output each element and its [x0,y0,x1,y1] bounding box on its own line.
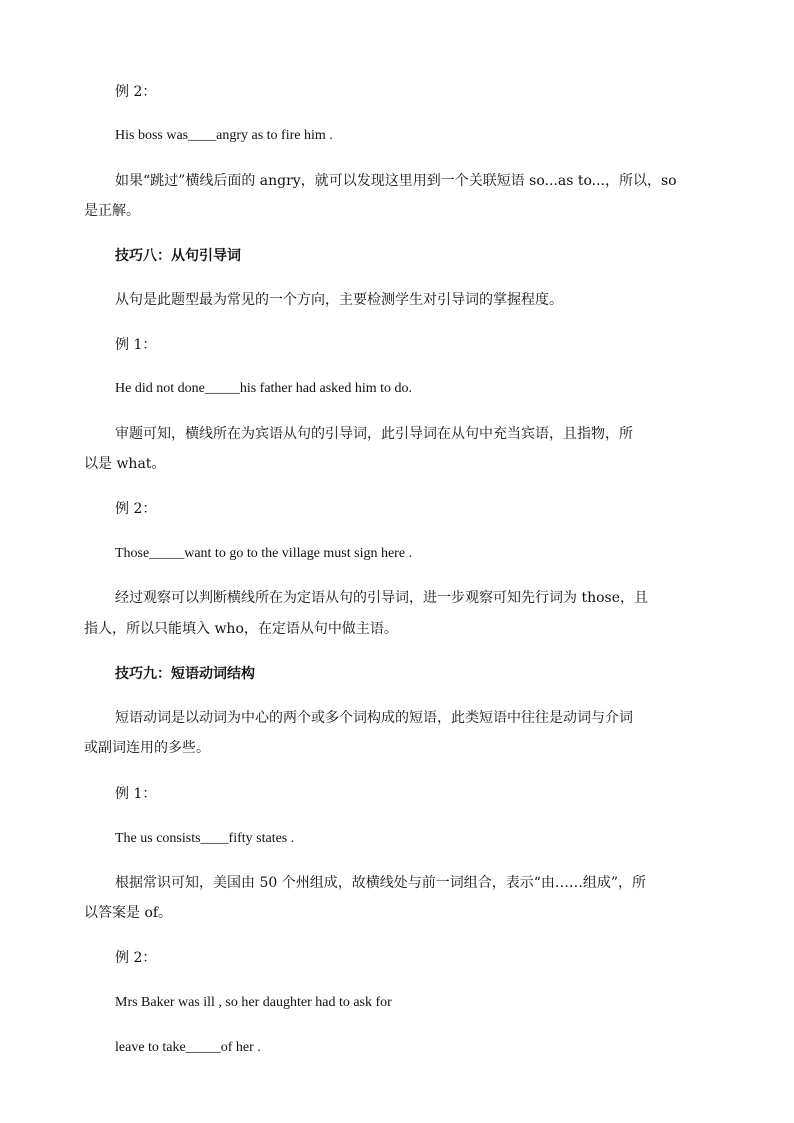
example-sentence: His boss was____angry as to fire him . [115,128,333,143]
explanation-line: 如果“跳过”横线后面的 angry，就可以发现这里用到一个关联短语 so...as to...，所以，so [115,173,677,189]
example-label: 例 1： [115,786,157,802]
explanation-line: 经过观察可以判断横线所在为定语从句的引导词，进一步观察可知先行词为 those，且 [115,590,648,606]
explanation-continuation: 以答案是 of。 [84,905,173,921]
explanation-continuation: 指人，所以只能填入 who，在定语从句中做主语。 [84,621,398,637]
section-heading: 技巧九：短语动词结构 [115,666,255,682]
example-sentence: The us consists____fifty states . [115,831,295,846]
example-label: 例 2： [115,950,157,966]
example-sentence-continuation: leave to take_____of her . [115,1040,261,1055]
explanation-continuation: 是正解。 [84,203,140,219]
section-intro: 从句是此题型最为常见的一个方向，主要检测学生对引导词的掌握程度。 [115,292,563,308]
explanation-line: 根据常识可知，美国由 50 个州组成，故横线处与前一词组合，表示“由……组成”，所 [115,875,647,891]
explanation-line: 审题可知，横线所在为宾语从句的引导词，此引导词在从句中充当宾语，且指物，所 [115,426,633,442]
example-label: 例 1： [115,337,157,353]
example-sentence: Mrs Baker was ill , so her daughter had to ask for [115,995,392,1010]
example-label: 例 2： [115,501,157,517]
section-intro-continuation: 或副词连用的多些。 [84,740,210,756]
section-heading: 技巧八：从句引导词 [115,248,241,264]
section-intro: 短语动词是以动词为中心的两个或多个词构成的短语，此类短语中往往是动词与介词 [115,710,633,726]
example-sentence: Those_____want to go to the village must sign here . [115,546,413,561]
example-sentence: He did not done_____his father had asked him to do. [115,381,413,396]
example-label: 例 2： [115,84,157,100]
explanation-continuation: 以是 what。 [84,456,166,472]
